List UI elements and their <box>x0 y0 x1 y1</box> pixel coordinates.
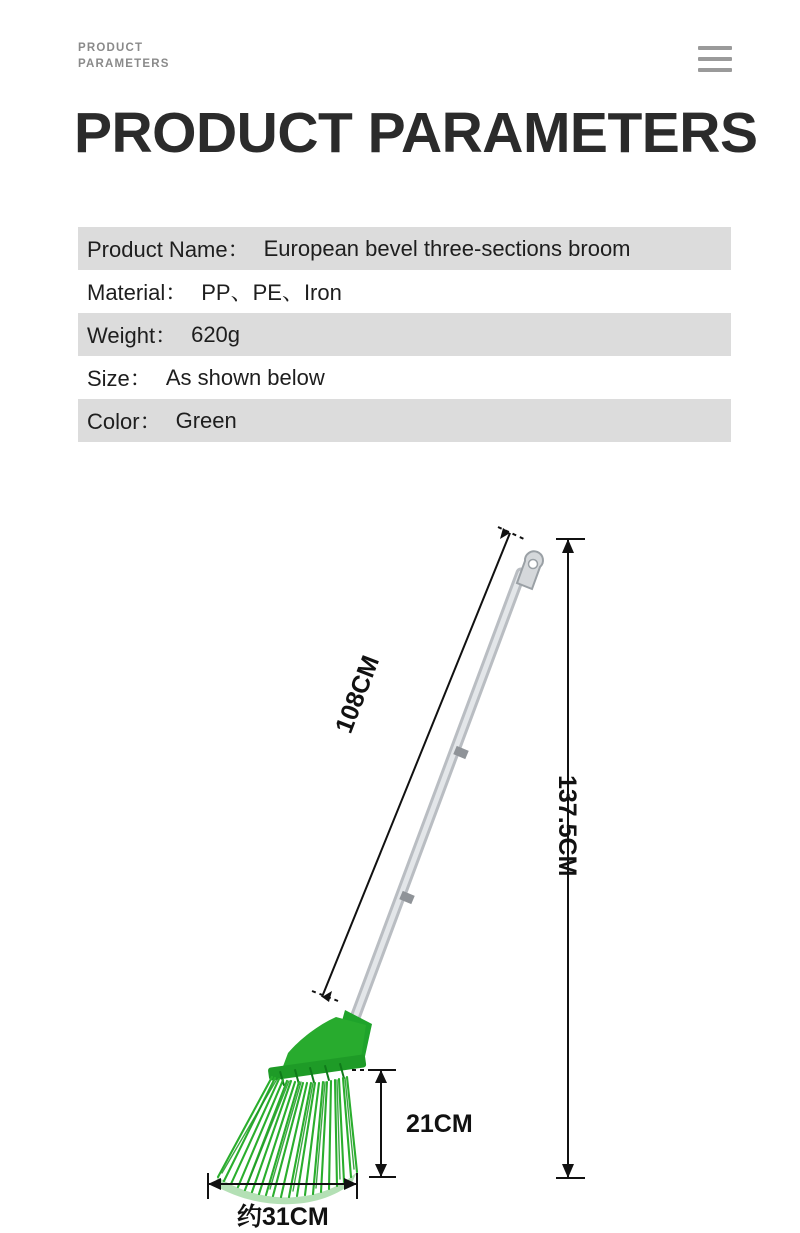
dimension-label-total-height: 137.5CM <box>553 775 581 877</box>
table-row <box>78 227 731 270</box>
dimension-label-head-width: 约31CM <box>237 1203 329 1231</box>
hamburger-bar-1 <box>698 46 732 50</box>
product-illustration <box>0 505 800 1230</box>
hamburger-bar-2 <box>698 57 732 61</box>
page-header <box>78 40 732 84</box>
dimension-head-height <box>352 1070 396 1177</box>
hamburger-menu-icon[interactable] <box>698 46 732 72</box>
spec-label: Size： <box>87 366 152 391</box>
table-row <box>78 270 731 313</box>
dimension-label-head-height: 21CM <box>406 1110 473 1138</box>
spec-value: 620g <box>191 321 241 347</box>
spec-label: Color： <box>87 409 162 434</box>
spec-label: Product Name： <box>87 237 250 262</box>
spec-value: PP、PE、Iron <box>201 280 342 305</box>
broom-head <box>214 1010 372 1204</box>
hamburger-bar-3 <box>698 68 732 72</box>
page-title: PRODUCT PARAMETERS <box>74 101 758 165</box>
spec-value: Green <box>175 407 237 433</box>
table-row <box>78 356 731 399</box>
table-row <box>78 399 731 442</box>
broom-pole <box>353 551 543 1023</box>
dimension-handle-length <box>312 527 524 1002</box>
eyebrow-line-2: PARAMETERS <box>78 58 170 70</box>
spec-table <box>78 227 731 442</box>
spec-label: Material： <box>87 280 188 305</box>
spec-value: European bevel three-sections broom <box>263 235 631 261</box>
table-row <box>78 313 731 356</box>
spec-label: Weight： <box>87 323 178 348</box>
spec-value: As shown below <box>165 364 325 390</box>
dimension-label-handle-length: 108CM <box>330 651 386 738</box>
eyebrow-label <box>78 40 732 72</box>
eyebrow-line-1: PRODUCT <box>78 42 144 54</box>
